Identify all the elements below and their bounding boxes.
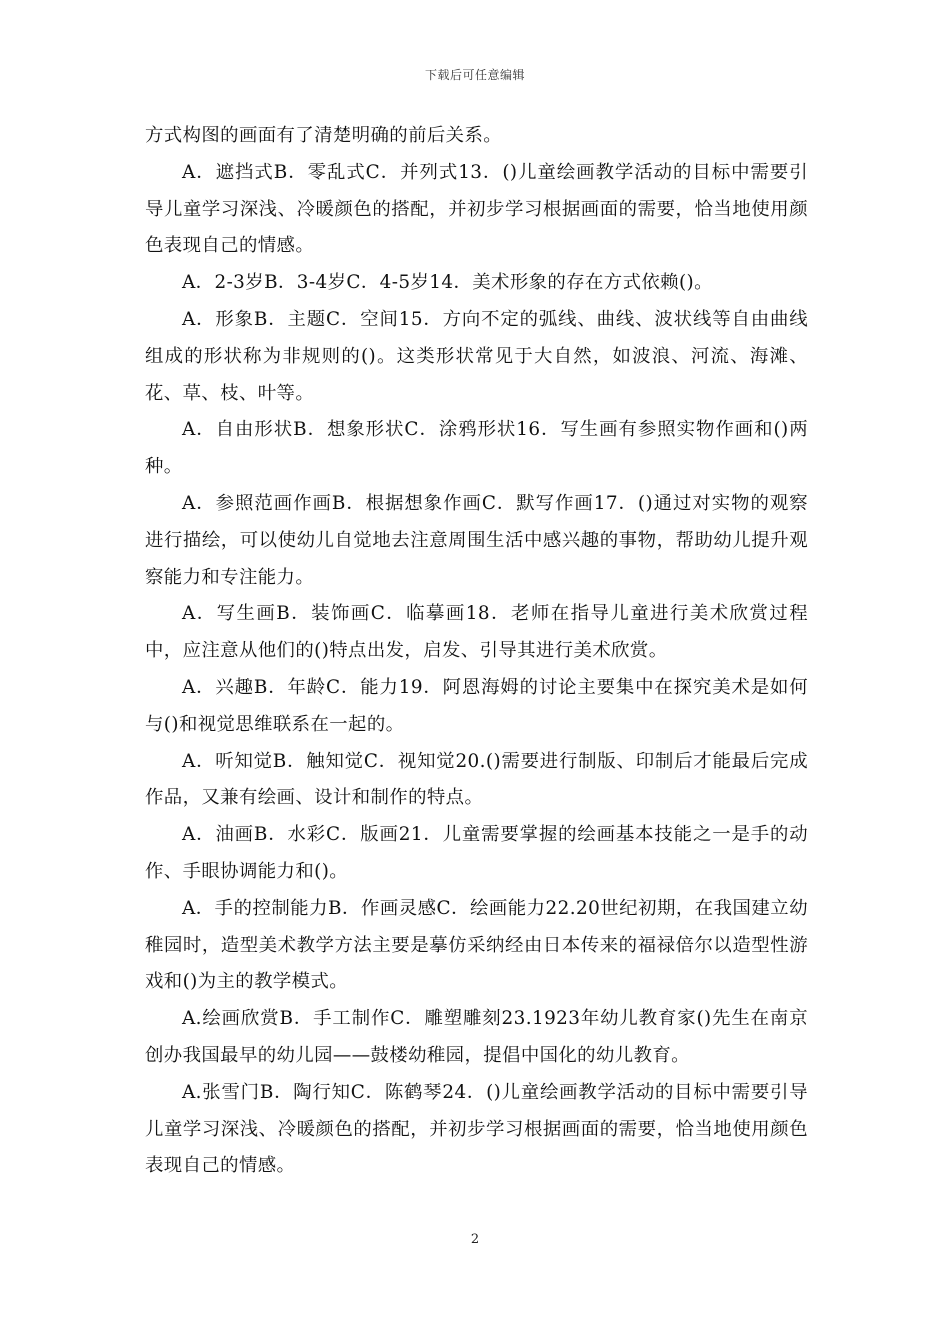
page-header: 下载后可任意编辑 (424, 68, 525, 82)
question-paragraph: A．听知觉B．触知觉C．视知觉20.()需要进行制版、印制后才能最后完成作品，又兼有绘画、设计和制作的特点。 (145, 750, 808, 809)
document-body (145, 118, 808, 1185)
question-paragraph: A．2-3岁B．3-4岁C．4-5岁14．美术形象的存在方式依赖()。 (182, 272, 713, 294)
question-paragraph: A．形象B．主题C．空间15．方向不定的弧线、曲线、波状线等自由曲线组成的形状称为非规则的()。这类形状常见于大自然，如波浪、河流、海滩、花、草、枝、叶等。 (145, 308, 808, 404)
question-paragraph: A.绘画欣赏B．手工制作C．雕塑雕刻23.1923年幼儿教育家()先生在南京创办我国最早的幼儿园——鼓楼幼稚园，提倡中国化的幼儿教育。 (145, 1008, 808, 1066)
question-paragraph: A．写生画B．装饰画C．临摹画18．老师在指导儿童进行美术欣赏过程中，应注意从他们的()特点出发，启发、引导其进行美术欣赏。 (145, 603, 808, 662)
question-paragraph: A.张雪门B．陶行知C．陈鹤琴24．()儿童绘画教学活动的目标中需要引导儿童学习深浅、冷暖颜色的搭配，并初步学习根据画面的需要，恰当地使用颜色表现自己的情感。 (145, 1081, 808, 1177)
question-paragraph: A．遮挡式B．零乱式C．并列式13．()儿童绘画教学活动的目标中需要引导儿童学习深浅、冷暖颜色的搭配，并初步学习根据画面的需要，恰当地使用颜色表现自己的情感。 (145, 161, 808, 257)
question-paragraph: A．自由形状B．想象形状C．涂鸦形状16．写生画有参照实物作画和()两种。 (145, 419, 808, 478)
paragraph-continuation: 方式构图的画面有了清楚明确的前后关系。 (145, 125, 503, 146)
question-paragraph: A．手的控制能力B．作画灵感C．绘画能力22.20世纪初期，在我国建立幼稚园时，造型美术教学方法主要是摹仿采纳经由日本传来的福禄倍尔以造型性游戏和()为主的教学模式。 (145, 897, 808, 993)
question-paragraph: A．参照范画作画B．根据想象作画C．默写作画17．()通过对实物的观察进行描绘，可以使幼儿自觉地去注意周围生活中感兴趣的事物，帮助幼儿提升观察能力和专注能力。 (145, 492, 808, 588)
question-paragraph: A．油画B．水彩C．版画21．儿童需要掌握的绘画基本技能之一是手的动作、手眼协调能力和()。 (145, 824, 808, 882)
page-number: 2 (470, 1232, 480, 1247)
question-paragraph: A．兴趣B．年龄C．能力19．阿恩海姆的讨论主要集中在探究美术是如何与()和视觉思维联系在一起的。 (145, 676, 808, 735)
